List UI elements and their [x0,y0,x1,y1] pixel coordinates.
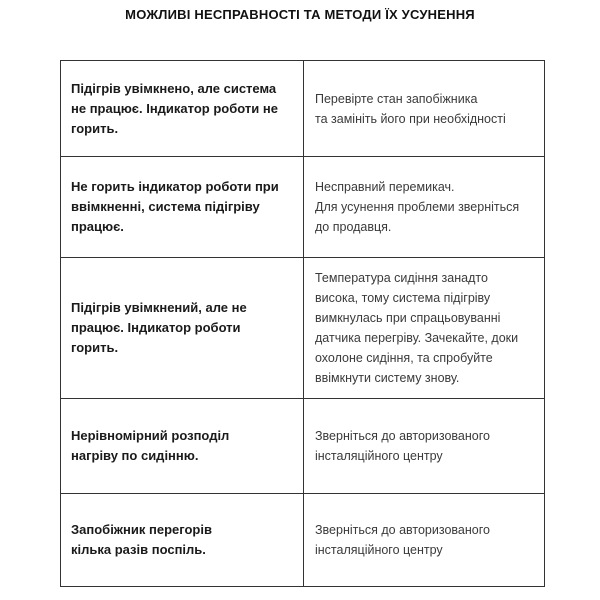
problem-text: Не горить індикатор роботи при ввімкненні, система підігріву працює. [71,179,279,234]
problem-cell [61,258,304,399]
solution-cell [304,399,544,494]
solution-text: Перевірте стан запобіжника та замініть його при необхідності [315,91,506,126]
problem-cell [61,157,304,258]
problem-text: Підігрів увімкнено, але система не працює. Індикатор роботи не горить. [71,80,278,136]
solution-cell [304,61,544,157]
problem-cell [61,399,304,494]
troubleshooting-table [60,60,545,587]
solution-text: Зверніться до авторизованого інсталяційного центру [315,523,490,557]
solution-text: Температура сидіння занадто висока, тому система підігріву вимкнулась при спрацьовуванні датчика перегріву. Зачекайте, доки охолоне сидіння, та спробуйте ввімкнути систему знову. [315,271,519,385]
solution-text: Несправний перемикач. Для усунення проблеми зверніться до продавця. [315,180,520,234]
solution-cell [304,494,544,586]
problem-text: Запобіжник перегорів кілька разів поспіль. [71,522,212,557]
solution-text: Зверніться до авторизованого інсталяційного центру [315,429,490,463]
solution-cell [304,157,544,258]
problem-text: Нерівномірний розподіл нагріву по сидінню. [71,428,230,463]
page-title: МОЖЛИВІ НЕСПРАВНОСТІ ТА МЕТОДИ ЇХ УСУНЕННЯ [125,7,475,22]
solution-cell [304,258,544,399]
problem-text: Підігрів увімкнений, але не працює. Індикатор роботи горить. [71,300,247,355]
problem-cell [61,61,304,157]
problem-cell [61,494,304,586]
